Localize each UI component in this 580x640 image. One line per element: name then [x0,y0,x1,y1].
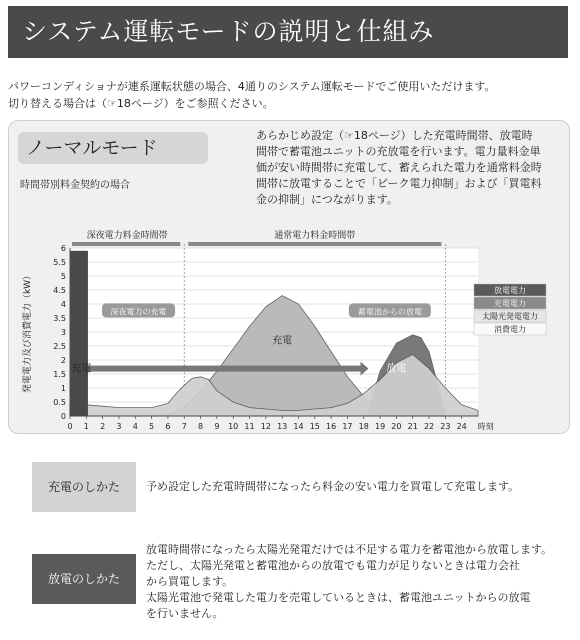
x-tick-label: 22 [423,422,435,431]
x-tick-label: 1 [83,422,89,431]
description-line: あらかじめ設定（☞18ページ）した充電時間帯、放電時 [256,129,533,142]
y-tick-label: 5.5 [53,258,66,267]
charge-bar [70,251,88,416]
charge-section-text [146,479,560,495]
normal-mode-description [256,128,558,208]
charge-arrow [88,366,361,372]
y-tick-label: 1 [60,384,66,393]
y-tick-label: 2.5 [53,342,66,351]
annotation-label: 蓄電池からの放電 [357,307,422,317]
y-tick-label: 0 [60,412,66,421]
x-tick-label: 14 [293,422,304,431]
charge-text-line: 予め設定した充電時間帯になったら料金の安い電力を買電して充電します。 [146,480,520,493]
x-tick-label: 15 [309,422,320,431]
x-tick-label: 5 [149,422,155,431]
x-tick-label: 10 [228,422,239,431]
y-tick-label: 1.5 [53,370,66,379]
x-tick-label: 23 [440,422,451,431]
legend-label: 消費電力 [494,325,526,334]
x-tick-label: 4 [132,422,138,431]
x-tick-label: 17 [342,422,353,431]
intro-line: 切り替える場合は（☞18ページ）をご参照ください。 [8,97,274,110]
x-tick-label: 11 [244,422,255,431]
discharge-text-line: ただし、太陽光発電と蓄電池からの放電でも電力が足りないときは電力会社 [146,559,520,572]
x-tick-label: 19 [374,422,386,431]
discharge-section-text [146,542,560,622]
x-tick-label: 18 [358,422,369,431]
normal-mode-label: ノーマルモード [18,132,208,164]
legend-label: 充電電力 [494,299,526,308]
normal-mode-subtitle: 時間帯別料金契約の場合 [20,180,130,191]
discharge-text-line: 放電時間帯になったら太陽光発電だけでは不足する電力を蓄電池から放電します。 [146,543,553,556]
x-tick-label: 12 [260,422,271,431]
period-label: 深夜電力料金時間帯 [86,231,168,241]
intro-text [8,78,568,112]
x-tick-label: 8 [198,422,204,431]
annotation-label: 充電 [71,363,92,375]
description-line: 価が安い時間帯に充電して、蓄えられた電力を通常料金時 [256,161,542,174]
charge-discharge-chart [8,226,564,436]
legend-label: 放電電力 [494,286,526,295]
description-line: 間帯に放電することで「ピーク電力抑制」および「買電料 [256,177,542,190]
y-tick-label: 6 [60,244,66,253]
x-tick-label: 24 [456,422,467,431]
y-tick-label: 5 [60,272,66,281]
discharge-text-line: 太陽光電池で発電した電力を売電しているときは、蓄電池ユニットからの放電 [146,591,531,604]
x-tick-label: 16 [326,422,337,431]
description-line: 間帯で蓄電池ユニットの充放電を行います。電力量料金単 [256,145,541,158]
x-tick-label: 0 [67,422,73,431]
x-tick-label: 6 [165,422,171,431]
annotation-label: 充電 [272,335,293,347]
page-title: システム運転モードの説明と仕組み [8,6,568,58]
x-tick-label: 2 [100,422,106,431]
discharge-text-line: を行いません。 [146,607,224,620]
legend-label: 太陽光発電電力 [482,312,538,321]
y-tick-label: 4 [60,300,66,309]
y-tick-label: 4.5 [53,286,66,295]
y-tick-label: 2 [60,356,66,365]
annotation-label: 放電 [386,363,407,375]
charge-section-label: 充電のしかた [32,462,136,512]
x-tick-label: 7 [181,422,187,431]
x-tick-label: 13 [277,422,288,431]
annotation-label: 深夜電力の充電 [110,307,167,317]
x-tick-label: 21 [407,422,418,431]
x-tick-label: 9 [214,422,220,431]
period-label: 通常電力料金時間帯 [274,231,356,241]
y-tick-label: 0.5 [53,398,66,407]
y-tick-label: 3.5 [53,314,66,323]
discharge-section-label: 放電のしかた [32,554,136,604]
y-axis-label: 発電電力及び消費電力（kW） [23,270,33,394]
x-tick-label: 20 [391,422,402,431]
discharge-text-line: から買電します。 [146,575,234,588]
description-line: 金の抑制」につながります。 [256,193,398,206]
x-axis-label: 時刻 [477,422,494,431]
y-tick-label: 3 [60,328,66,337]
intro-line: パワーコンディショナが連系運転状態の場合、4通りのシステム運転モードでご使用いただけます。 [8,80,496,93]
x-tick-label: 3 [116,422,122,431]
